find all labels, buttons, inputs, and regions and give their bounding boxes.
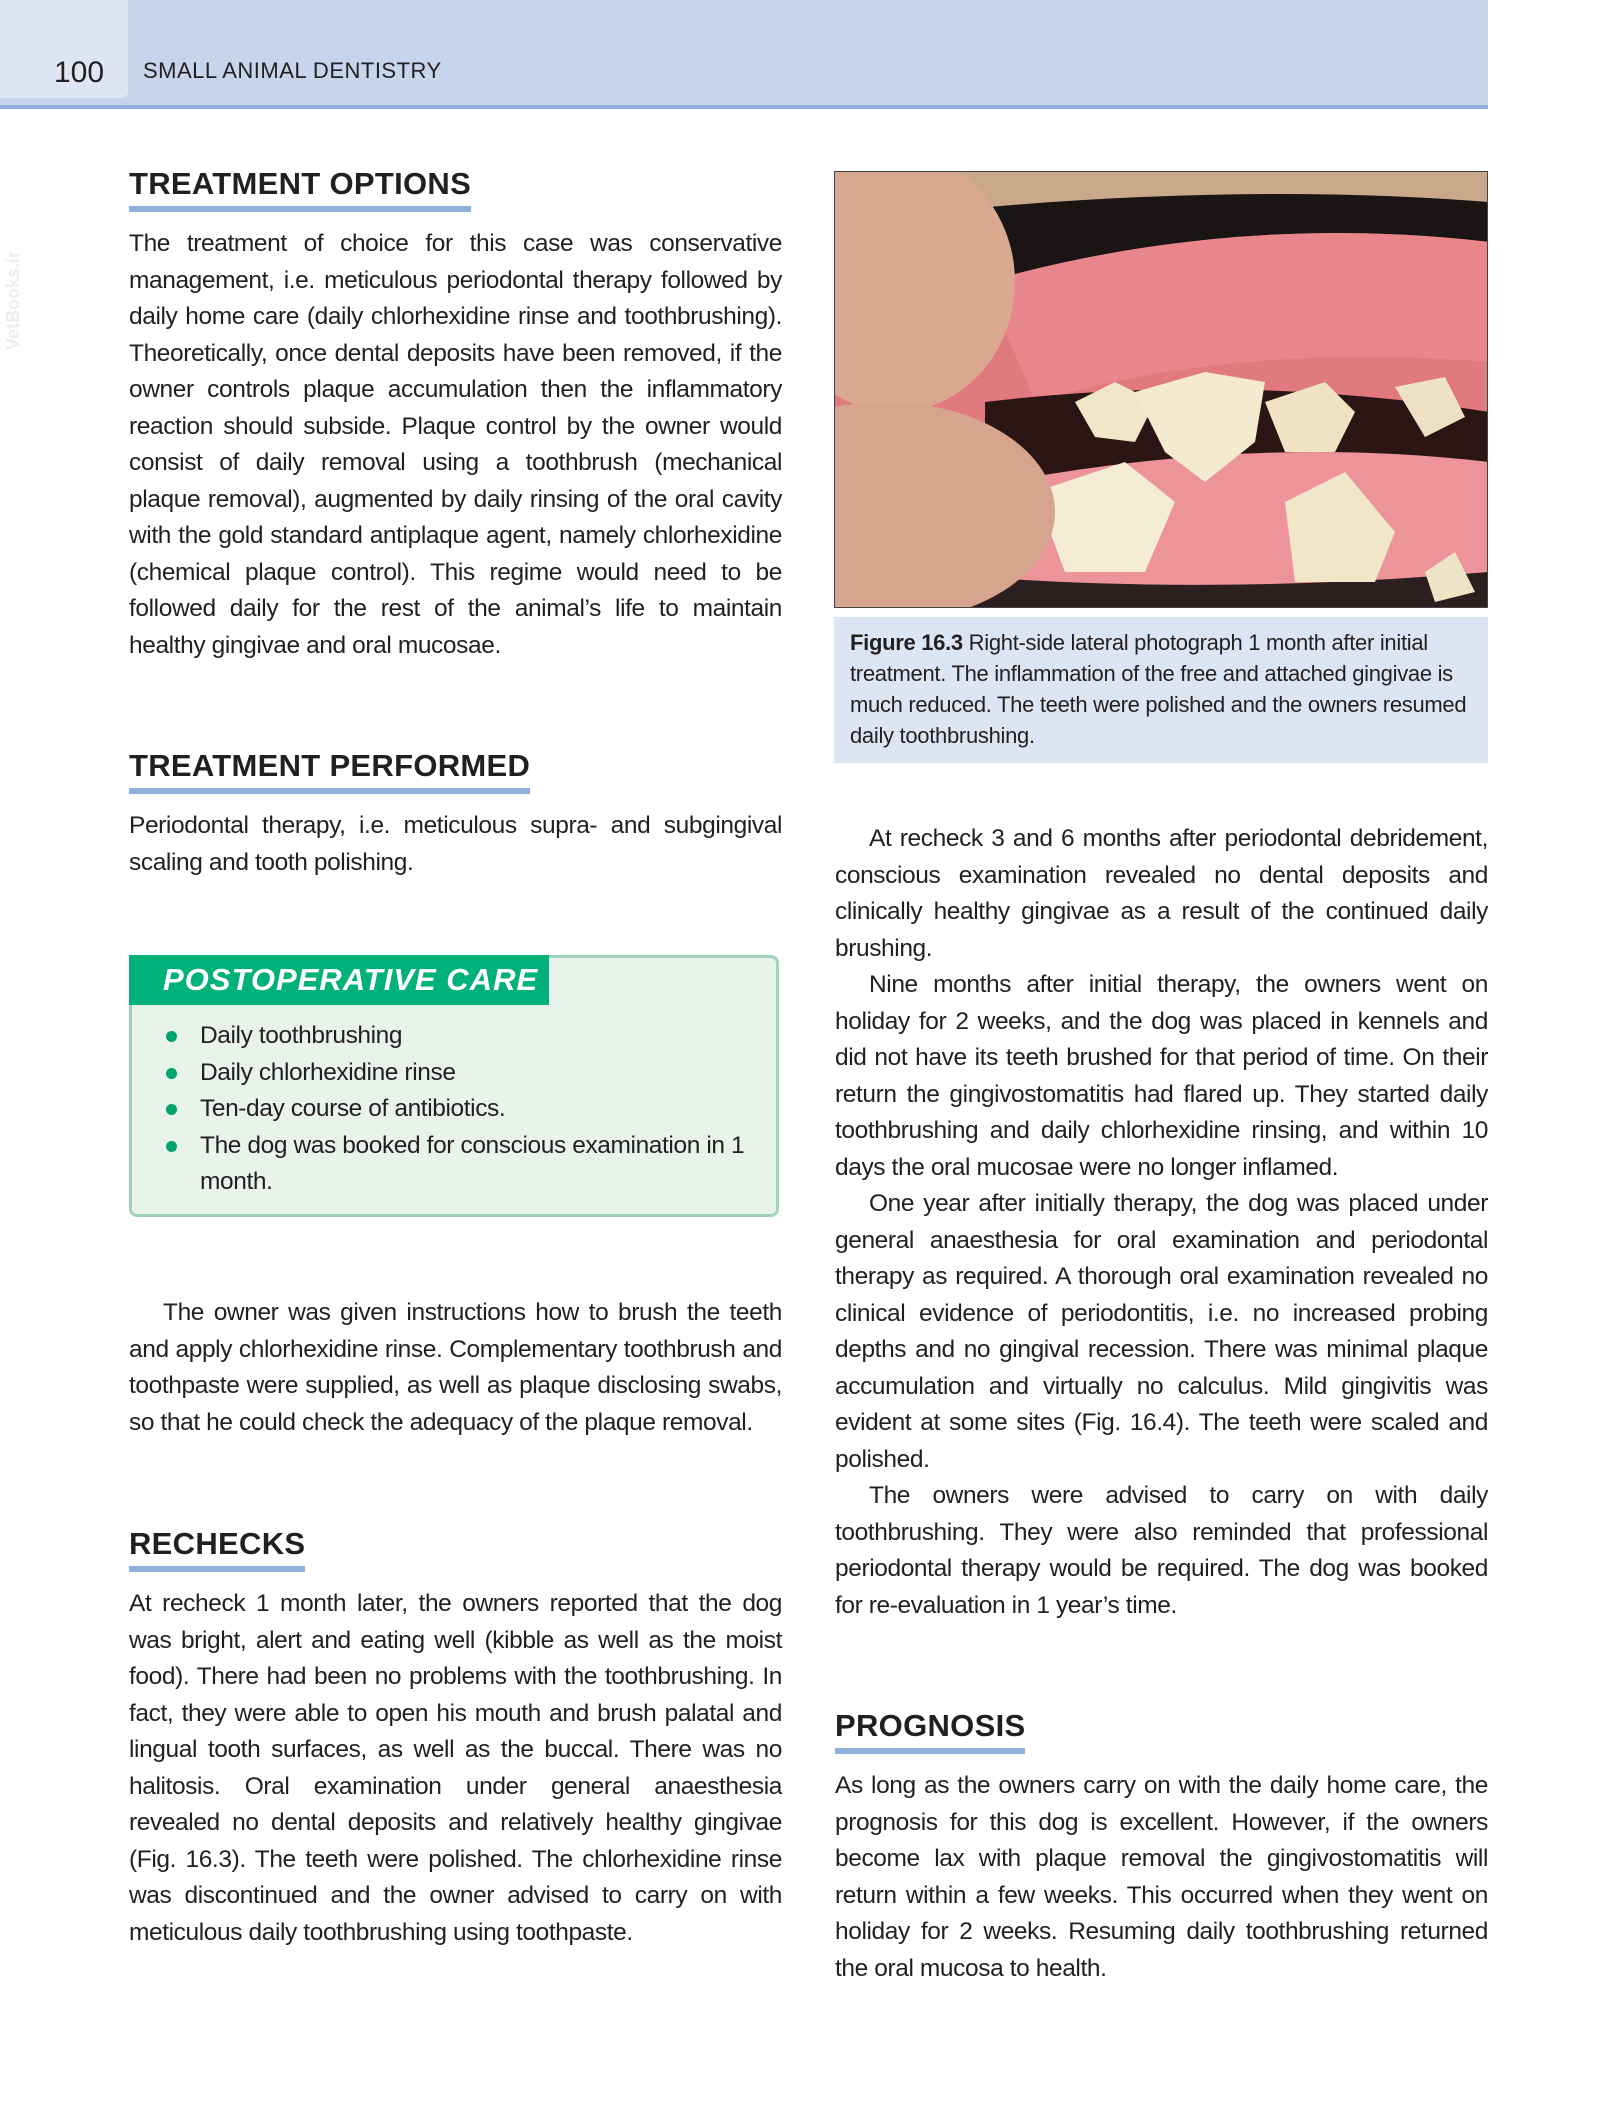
owner-paragraph: The owner was given instructions how to brush the teeth and apply chlorhexidine rinse. Complementary toothbrush and toothpaste were supplied, as well as plaque disclosing swabs, so that he could check the adequacy of the plaque removal. [129,1299,782,1436]
figure-label: Figure 16.3 [850,630,963,655]
section-prognosis [835,1708,1488,1987]
prognosis-text: As long as the owners carry on with the daily home care, the prognosis for this dog is excellent. However, if the owners become lax with plaque removal the gingivostomatitis will return within a few weeks. This occurred when they went on holiday for 2 weeks. Resuming daily toothbrushing returned the oral mucosa to health. [835,1772,1488,1982]
running-header [0,0,1488,109]
rechecks-paragraph-4: One year after initially therapy, the dog was placed under general anaesthesia for oral examination and periodontal therapy as required. A thorough oral examination revealed no clinical evidence of periodontitis, i.e. no increased probing depths and no gingival recession. There was minimal plaque accumulation and virtually no calculus. Mild gingivitis was evident at some sites (Fig. 16.4). The teeth were scaled and polished. [835,1190,1488,1473]
list-item: Daily chlorhexidine rinse [166,1055,756,1092]
heading-treatment-options: TREATMENT OPTIONS [129,166,471,212]
dog-teeth-photo [835,172,1488,608]
rechecks-paragraph-3: Nine months after initial therapy, the owners went on holiday for 2 weeks, and the dog was placed in kennels and did not have its teeth brushed for that period of time. On their return the gingivostomatitis had flared up. They started daily toothbrushing and daily chlorhexidine rinsing, and within 10 days the oral mucosae were no longer inflamed. [835,971,1488,1181]
heading-prognosis: PROGNOSIS [835,1708,1025,1754]
postoperative-care-box [129,955,779,1217]
figure-caption [834,617,1488,763]
figure-16-3-photo [834,171,1488,608]
postoperative-care-list [166,1018,756,1201]
section-treatment-performed [129,748,782,881]
rechecks-paragraph-1: At recheck 1 month later, the owners reported that the dog was bright, alert and eating well (kibble as well as the moist food). There had been no problems with the toothbrushing. In fact, they were able to open his mouth and brush palatal and lingual tooth surfaces, as well as the buccal. There was no halitosis. Oral examination under general anaesthesia revealed no dental deposits and relatively healthy gingivae (Fig. 16.3). The teeth were polished. The chlorhexidine rinse was discontinued and the owner advised to carry on with meticulous daily toothbrushing using toothpaste. [129,1590,782,1946]
treatment-performed-text: Periodontal therapy, i.e. meticulous supra- and subgingival scaling and tooth polishing. [129,812,782,876]
rechecks-continued [835,821,1488,1624]
bullet-icon [166,1031,177,1042]
heading-rechecks: RECHECKS [129,1526,305,1572]
page-number: 100 [54,56,105,89]
watermark: VetBooks.ir [3,250,24,351]
section-rechecks [129,1526,782,1951]
rechecks-paragraph-2: At recheck 3 and 6 months after periodontal debridement, conscious examination revealed no dental deposits and clinically healthy gingivae as a result of the continued daily brushing. [835,825,1488,962]
bullet-icon [166,1141,177,1152]
heading-treatment-performed: TREATMENT PERFORMED [129,748,530,794]
list-item: The dog was booked for conscious examination in 1 month. [166,1128,756,1201]
bullet-icon [166,1068,177,1079]
figure-caption-text: Right-side lateral photograph 1 month after initial treatment. The inflammation of the free and attached gingivae is much reduced. The teeth were polished and the owners resumed daily toothbrushing. [850,630,1467,748]
postoperative-care-heading: POSTOPERATIVE CARE [129,955,549,1005]
list-item: Ten-day course of antibiotics. [166,1091,756,1128]
treatment-options-text: The treatment of choice for this case was conservative management, i.e. meticulous periodontal therapy followed by daily home care (daily chlorhexidine rinse and toothbrushing). Theoretically, once dental deposits have been removed, if the owner controls plaque accumulation then the inflammatory reaction should subside. Plaque control by the owner would consist of daily removal using a toothbrush (mechanical plaque removal), augmented by daily rinsing of the oral cavity with the gold standard antiplaque agent, namely chlorhexidine (chemical plaque control). This regime would need to be followed daily for the rest of the animal’s life to maintain healthy gingivae and oral mucosae. [129,230,782,659]
list-item: Daily toothbrushing [166,1018,756,1055]
section-treatment-options [129,166,782,664]
bullet-icon [166,1104,177,1115]
running-title: SMALL ANIMAL DENTISTRY [143,58,442,83]
rechecks-paragraph-5: The owners were advised to carry on with daily toothbrushing. They were also reminded that professional periodontal therapy would be required. The dog was booked for re-evaluation in 1 year’s time. [835,1482,1488,1619]
owner-paragraph-block [129,1295,782,1441]
